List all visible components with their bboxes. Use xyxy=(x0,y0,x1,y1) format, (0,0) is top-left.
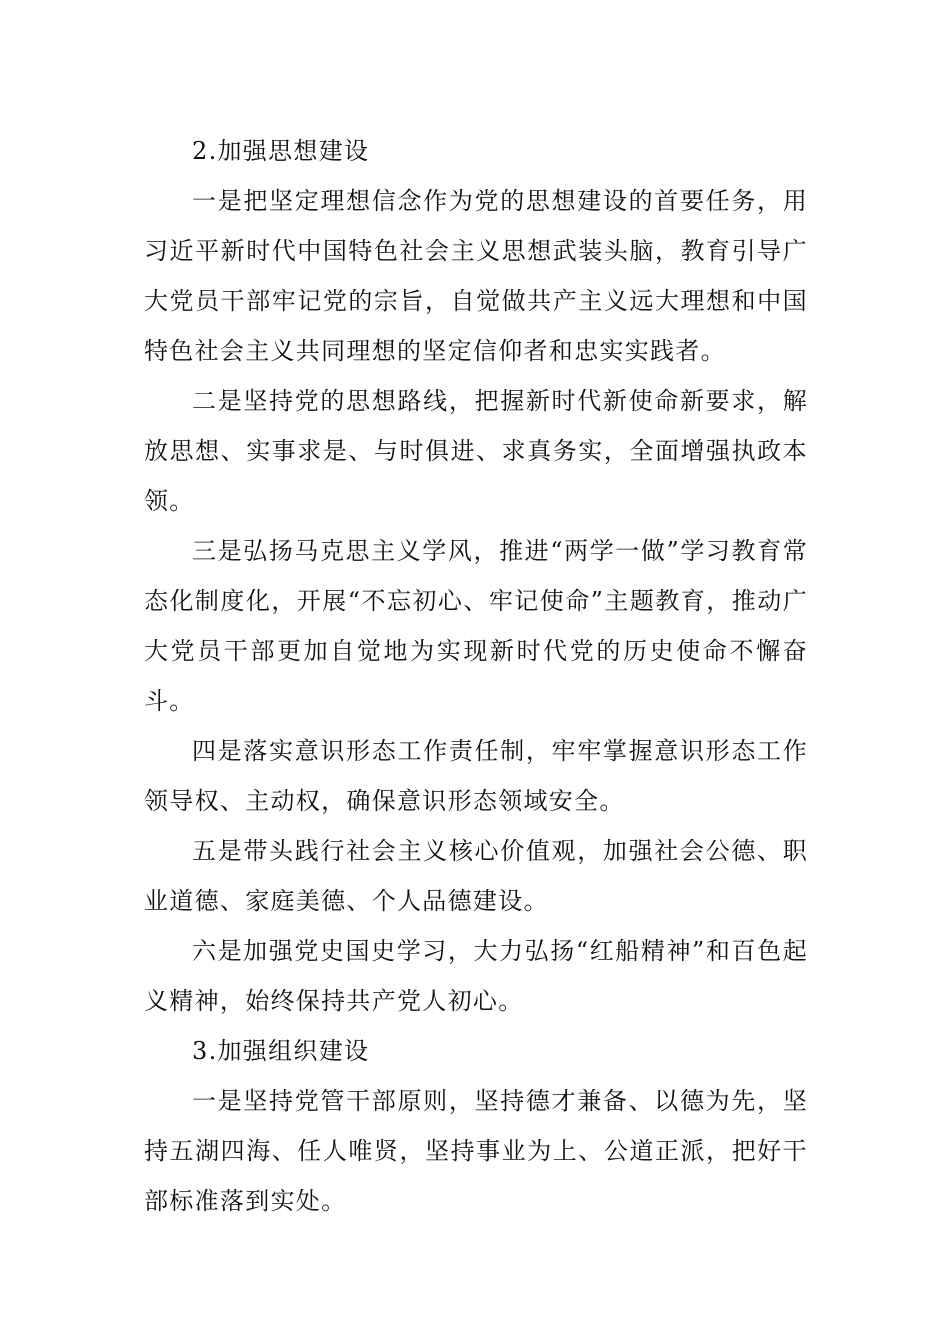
paragraph-ideology-6: 六是加强党史国史学习，大力弘扬“红船精神”和百色起义精神，始终保持共产党人初心。 xyxy=(144,937,808,1015)
paragraph-ideology-2: 二是坚持党的思想路线，把握新时代新使命新要求，解放思想、实事求是、与时俱进、求真务实，全面增强执政本领。 xyxy=(144,387,808,515)
paragraph-organization-1: 一是坚持党管干部原则，坚持德才兼备、以德为先，坚持五湖四海、任人唯贤，坚持事业为上、公道正派，把好干部标准落到实处。 xyxy=(144,1087,808,1215)
paragraph-ideology-1: 一是把坚定理想信念作为党的思想建设的首要任务，用习近平新时代中国特色社会主义思想武装头脑，教育引导广大党员干部牢记党的宗旨，自觉做共产主义远大理想和中国特色社会主义共同理想的坚定信仰者和忠实实践者。 xyxy=(144,187,808,365)
document-body xyxy=(144,126,808,1226)
paragraph-ideology-3: 三是弘扬马克思主义学风，推进“两学一做”学习教育常态化制度化，开展“不忘初心、牢记使命”主题教育，推动广大党员干部更加自觉地为实现新时代党的历史使命不懈奋斗。 xyxy=(144,537,808,715)
section-heading-organization: 3.加强组织建设 xyxy=(192,1037,370,1065)
section-heading-ideology: 2.加强思想建设 xyxy=(192,137,370,165)
paragraph-ideology-5: 五是带头践行社会主义核心价值观，加强社会公德、职业道德、家庭美德、个人品德建设。 xyxy=(144,837,808,915)
paragraph-ideology-4: 四是落实意识形态工作责任制，牢牢掌握意识形态工作领导权、主动权，确保意识形态领域安全。 xyxy=(144,737,808,815)
